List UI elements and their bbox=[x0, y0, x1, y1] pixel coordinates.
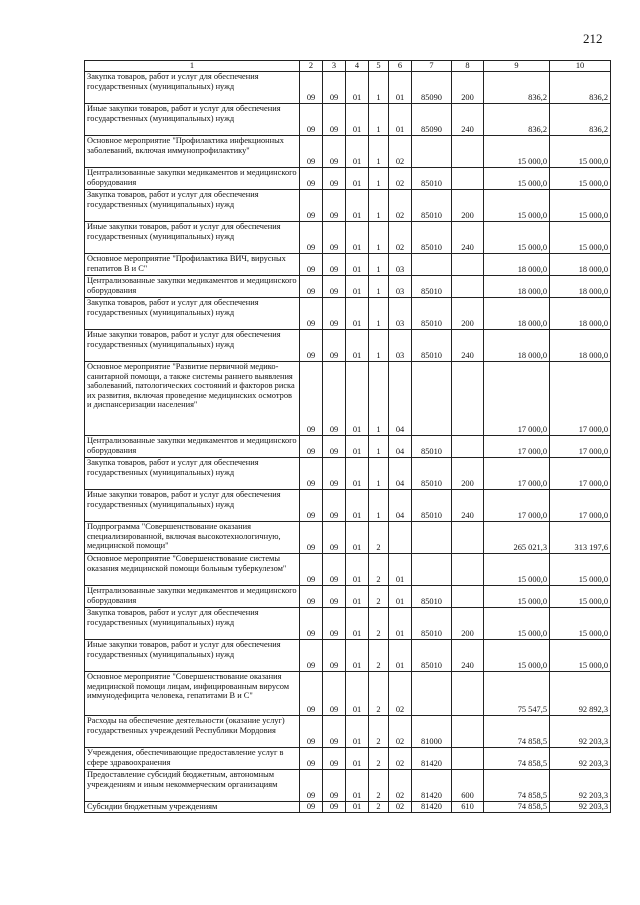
column-header: 8 bbox=[452, 61, 484, 72]
row-cell: 1 bbox=[369, 458, 389, 490]
table-row bbox=[85, 136, 611, 168]
row-cell: 2 bbox=[369, 640, 389, 672]
column-header: 2 bbox=[300, 61, 323, 72]
row-cell: 2 bbox=[369, 522, 389, 554]
row-cell: 15 000,0 bbox=[550, 640, 611, 672]
table-body bbox=[85, 72, 611, 813]
row-cell: 15 000,0 bbox=[484, 168, 550, 190]
row-cell: 02 bbox=[389, 672, 412, 716]
row-cell: 09 bbox=[300, 72, 323, 104]
row-cell bbox=[452, 586, 484, 608]
row-cell bbox=[452, 748, 484, 770]
row-cell: 92 203,3 bbox=[550, 748, 611, 770]
row-cell: 240 bbox=[452, 330, 484, 362]
row-cell: 09 bbox=[300, 168, 323, 190]
row-cell: 09 bbox=[300, 770, 323, 802]
row-cell: 09 bbox=[323, 748, 346, 770]
row-cell bbox=[412, 362, 452, 436]
row-cell: 09 bbox=[300, 586, 323, 608]
row-cell bbox=[412, 522, 452, 554]
row-cell: 85010 bbox=[412, 330, 452, 362]
row-description: Субсидии бюджетным учреждениям bbox=[85, 802, 300, 813]
row-cell: 09 bbox=[300, 190, 323, 222]
row-cell: 85090 bbox=[412, 104, 452, 136]
row-description: Основное мероприятие "Совершенствование оказания медицинской помощи лицам, инфицированным вирусом иммунодефицита человека, гепатитами В и С" bbox=[85, 672, 300, 716]
row-cell: 74 858,5 bbox=[484, 716, 550, 748]
row-cell: 836,2 bbox=[550, 104, 611, 136]
row-cell: 02 bbox=[389, 168, 412, 190]
row-cell: 85010 bbox=[412, 168, 452, 190]
row-cell: 09 bbox=[323, 254, 346, 276]
row-cell: 09 bbox=[323, 72, 346, 104]
row-cell: 01 bbox=[346, 104, 369, 136]
row-cell: 15 000,0 bbox=[550, 190, 611, 222]
row-description: Централизованные закупки медикаментов и медицинского оборудования bbox=[85, 436, 300, 458]
row-cell: 240 bbox=[452, 104, 484, 136]
row-cell bbox=[452, 168, 484, 190]
row-cell: 09 bbox=[300, 490, 323, 522]
row-cell: 240 bbox=[452, 222, 484, 254]
row-cell: 1 bbox=[369, 362, 389, 436]
row-cell: 17 000,0 bbox=[550, 458, 611, 490]
row-cell: 15 000,0 bbox=[484, 586, 550, 608]
row-cell: 01 bbox=[346, 770, 369, 802]
row-cell: 09 bbox=[323, 770, 346, 802]
row-cell: 01 bbox=[346, 362, 369, 436]
row-cell bbox=[452, 276, 484, 298]
table-row bbox=[85, 362, 611, 436]
row-cell: 1 bbox=[369, 72, 389, 104]
page-number: 212 bbox=[583, 31, 603, 46]
column-header: 7 bbox=[412, 61, 452, 72]
table-row bbox=[85, 608, 611, 640]
row-cell: 200 bbox=[452, 608, 484, 640]
row-cell: 01 bbox=[346, 298, 369, 330]
row-cell: 09 bbox=[323, 222, 346, 254]
row-cell: 92 892,3 bbox=[550, 672, 611, 716]
row-cell: 836,2 bbox=[550, 72, 611, 104]
row-cell: 85010 bbox=[412, 222, 452, 254]
row-cell: 09 bbox=[300, 436, 323, 458]
table-row bbox=[85, 672, 611, 716]
row-cell: 17 000,0 bbox=[484, 458, 550, 490]
header-row bbox=[85, 61, 611, 72]
row-cell: 85090 bbox=[412, 72, 452, 104]
row-cell: 15 000,0 bbox=[484, 136, 550, 168]
row-cell: 15 000,0 bbox=[484, 608, 550, 640]
row-cell: 18 000,0 bbox=[484, 298, 550, 330]
row-cell: 17 000,0 bbox=[550, 490, 611, 522]
row-cell: 2 bbox=[369, 586, 389, 608]
row-cell: 09 bbox=[323, 716, 346, 748]
row-cell: 01 bbox=[346, 136, 369, 168]
row-cell: 03 bbox=[389, 330, 412, 362]
row-cell: 17 000,0 bbox=[550, 436, 611, 458]
table-row bbox=[85, 716, 611, 748]
row-cell: 09 bbox=[300, 298, 323, 330]
row-cell: 04 bbox=[389, 362, 412, 436]
row-cell: 01 bbox=[389, 554, 412, 586]
row-cell: 18 000,0 bbox=[550, 298, 611, 330]
table-row bbox=[85, 330, 611, 362]
row-description: Иные закупки товаров, работ и услуг для обеспечения государственных (муниципальных) нужд bbox=[85, 104, 300, 136]
column-header: 10 bbox=[550, 61, 611, 72]
row-cell: 18 000,0 bbox=[484, 330, 550, 362]
row-cell: 85010 bbox=[412, 586, 452, 608]
row-cell: 01 bbox=[346, 748, 369, 770]
row-description: Иные закупки товаров, работ и услуг для обеспечения государственных (муниципальных) нужд bbox=[85, 490, 300, 522]
row-description: Иные закупки товаров, работ и услуг для обеспечения государственных (муниципальных) нужд bbox=[85, 640, 300, 672]
row-cell: 92 203,3 bbox=[550, 770, 611, 802]
row-cell: 09 bbox=[323, 802, 346, 813]
row-cell: 1 bbox=[369, 190, 389, 222]
row-cell: 18 000,0 bbox=[550, 330, 611, 362]
row-description: Закупка товаров, работ и услуг для обеспечения государственных (муниципальных) нужд bbox=[85, 608, 300, 640]
row-cell: 04 bbox=[389, 436, 412, 458]
row-cell: 09 bbox=[323, 458, 346, 490]
row-cell: 836,2 bbox=[484, 72, 550, 104]
row-cell: 01 bbox=[346, 554, 369, 586]
column-header: 9 bbox=[484, 61, 550, 72]
row-cell: 74 858,5 bbox=[484, 770, 550, 802]
row-cell: 09 bbox=[323, 330, 346, 362]
row-cell: 01 bbox=[346, 190, 369, 222]
row-cell: 92 203,3 bbox=[550, 716, 611, 748]
row-cell: 09 bbox=[323, 490, 346, 522]
row-cell: 81420 bbox=[412, 770, 452, 802]
row-cell: 75 547,5 bbox=[484, 672, 550, 716]
row-cell: 1 bbox=[369, 168, 389, 190]
row-cell: 15 000,0 bbox=[484, 222, 550, 254]
row-cell: 15 000,0 bbox=[550, 554, 611, 586]
row-description: Основное мероприятие "Профилактика ВИЧ, вирусных гепатитов В и С" bbox=[85, 254, 300, 276]
row-cell: 09 bbox=[323, 298, 346, 330]
row-description: Закупка товаров, работ и услуг для обеспечения государственных (муниципальных) нужд bbox=[85, 190, 300, 222]
row-cell: 09 bbox=[300, 716, 323, 748]
budget-table bbox=[84, 60, 611, 813]
row-cell: 09 bbox=[323, 276, 346, 298]
row-cell: 09 bbox=[323, 672, 346, 716]
row-cell: 313 197,6 bbox=[550, 522, 611, 554]
row-cell bbox=[389, 522, 412, 554]
row-description: Централизованные закупки медикаментов и медицинского оборудования bbox=[85, 276, 300, 298]
row-cell bbox=[452, 436, 484, 458]
row-cell: 03 bbox=[389, 298, 412, 330]
column-header: 6 bbox=[389, 61, 412, 72]
row-description: Иные закупки товаров, работ и услуг для обеспечения государственных (муниципальных) нужд bbox=[85, 222, 300, 254]
row-cell: 09 bbox=[300, 330, 323, 362]
row-description: Централизованные закупки медикаментов и медицинского оборудования bbox=[85, 586, 300, 608]
row-cell: 200 bbox=[452, 298, 484, 330]
row-cell: 01 bbox=[346, 436, 369, 458]
row-cell bbox=[412, 554, 452, 586]
row-cell: 85010 bbox=[412, 608, 452, 640]
row-cell bbox=[452, 716, 484, 748]
row-cell: 15 000,0 bbox=[484, 640, 550, 672]
row-cell: 09 bbox=[323, 436, 346, 458]
row-cell: 01 bbox=[346, 458, 369, 490]
row-cell: 01 bbox=[346, 586, 369, 608]
row-cell: 2 bbox=[369, 770, 389, 802]
table-row bbox=[85, 190, 611, 222]
row-cell: 18 000,0 bbox=[484, 276, 550, 298]
row-cell: 85010 bbox=[412, 298, 452, 330]
row-description: Учреждения, обеспечивающие предоставление услуг в сфере здравоохранения bbox=[85, 748, 300, 770]
row-cell: 09 bbox=[300, 554, 323, 586]
column-header: 4 bbox=[346, 61, 369, 72]
row-cell: 02 bbox=[389, 716, 412, 748]
table-row bbox=[85, 458, 611, 490]
row-cell: 81420 bbox=[412, 802, 452, 813]
row-cell: 1 bbox=[369, 490, 389, 522]
row-cell: 610 bbox=[452, 802, 484, 813]
row-cell: 09 bbox=[300, 608, 323, 640]
row-cell: 240 bbox=[452, 640, 484, 672]
row-cell: 01 bbox=[389, 640, 412, 672]
column-header: 1 bbox=[85, 61, 300, 72]
row-cell: 18 000,0 bbox=[550, 276, 611, 298]
row-cell: 03 bbox=[389, 276, 412, 298]
row-cell: 01 bbox=[389, 608, 412, 640]
row-cell: 09 bbox=[323, 190, 346, 222]
row-cell: 92 203,3 bbox=[550, 802, 611, 813]
row-cell: 85010 bbox=[412, 490, 452, 522]
row-cell: 01 bbox=[346, 802, 369, 813]
row-cell: 2 bbox=[369, 672, 389, 716]
table-row bbox=[85, 254, 611, 276]
row-cell: 200 bbox=[452, 458, 484, 490]
row-cell: 03 bbox=[389, 254, 412, 276]
row-cell bbox=[412, 672, 452, 716]
row-cell: 01 bbox=[346, 522, 369, 554]
row-cell: 09 bbox=[300, 522, 323, 554]
row-cell bbox=[452, 522, 484, 554]
row-cell: 85010 bbox=[412, 640, 452, 672]
row-cell: 15 000,0 bbox=[550, 586, 611, 608]
row-description: Подпрограмма "Совершенствование оказания специализированной, включая высокотехнологичную, медицинской помощи" bbox=[85, 522, 300, 554]
row-cell: 18 000,0 bbox=[550, 254, 611, 276]
row-description: Основное мероприятие "Развитие первичной медико-санитарной помощи, а также системы раннего выявления заболеваний, патологических состояний и факторов риска их развития, включая проведение медицинских осмотров и диспансеризации населения" bbox=[85, 362, 300, 436]
row-cell: 2 bbox=[369, 716, 389, 748]
row-cell: 85010 bbox=[412, 458, 452, 490]
row-cell: 265 021,3 bbox=[484, 522, 550, 554]
row-cell: 15 000,0 bbox=[484, 190, 550, 222]
row-cell: 09 bbox=[300, 802, 323, 813]
row-cell: 836,2 bbox=[484, 104, 550, 136]
row-cell: 09 bbox=[323, 168, 346, 190]
row-cell: 2 bbox=[369, 554, 389, 586]
table-row bbox=[85, 554, 611, 586]
column-header: 3 bbox=[323, 61, 346, 72]
row-cell: 01 bbox=[389, 104, 412, 136]
row-cell: 200 bbox=[452, 190, 484, 222]
row-cell: 01 bbox=[346, 330, 369, 362]
row-cell bbox=[452, 672, 484, 716]
row-cell: 17 000,0 bbox=[484, 362, 550, 436]
table-row bbox=[85, 586, 611, 608]
row-cell bbox=[452, 254, 484, 276]
table-row bbox=[85, 748, 611, 770]
table-row bbox=[85, 298, 611, 330]
row-cell: 09 bbox=[323, 586, 346, 608]
row-cell: 15 000,0 bbox=[550, 608, 611, 640]
row-cell: 09 bbox=[300, 458, 323, 490]
row-description: Предоставление субсидий бюджетным, автономным учреждениям и иным некоммерческим организациям bbox=[85, 770, 300, 802]
table-row bbox=[85, 72, 611, 104]
row-cell: 09 bbox=[300, 222, 323, 254]
row-cell: 01 bbox=[346, 222, 369, 254]
row-cell: 02 bbox=[389, 190, 412, 222]
row-cell: 01 bbox=[346, 608, 369, 640]
row-cell: 09 bbox=[300, 362, 323, 436]
row-cell: 09 bbox=[323, 522, 346, 554]
row-cell: 81420 bbox=[412, 748, 452, 770]
row-cell: 15 000,0 bbox=[550, 222, 611, 254]
row-cell: 85010 bbox=[412, 436, 452, 458]
row-cell: 15 000,0 bbox=[484, 554, 550, 586]
table-row bbox=[85, 522, 611, 554]
row-cell: 04 bbox=[389, 458, 412, 490]
row-cell: 09 bbox=[300, 748, 323, 770]
row-cell: 09 bbox=[300, 104, 323, 136]
row-cell: 04 bbox=[389, 490, 412, 522]
row-cell bbox=[412, 136, 452, 168]
row-cell: 2 bbox=[369, 748, 389, 770]
row-cell: 09 bbox=[300, 136, 323, 168]
row-description: Расходы на обеспечение деятельности (оказание услуг) государственных учреждений Республики Мордовия bbox=[85, 716, 300, 748]
row-cell: 600 bbox=[452, 770, 484, 802]
row-cell: 09 bbox=[323, 362, 346, 436]
row-cell: 02 bbox=[389, 136, 412, 168]
row-cell: 85010 bbox=[412, 276, 452, 298]
row-description: Закупка товаров, работ и услуг для обеспечения государственных (муниципальных) нужд bbox=[85, 458, 300, 490]
row-cell: 01 bbox=[346, 254, 369, 276]
row-cell: 01 bbox=[346, 640, 369, 672]
row-cell: 1 bbox=[369, 298, 389, 330]
row-cell bbox=[452, 554, 484, 586]
row-cell bbox=[452, 136, 484, 168]
table-row bbox=[85, 222, 611, 254]
row-cell: 01 bbox=[346, 168, 369, 190]
table-row bbox=[85, 770, 611, 802]
column-header: 5 bbox=[369, 61, 389, 72]
table-row bbox=[85, 490, 611, 522]
row-cell: 01 bbox=[346, 72, 369, 104]
row-description: Основное мероприятие "Профилактика инфекционных заболеваний, включая иммунопрофилактику" bbox=[85, 136, 300, 168]
row-description: Основное мероприятие "Совершенствование системы оказания медицинской помощи больным туберкулезом" bbox=[85, 554, 300, 586]
row-cell: 1 bbox=[369, 222, 389, 254]
row-cell: 01 bbox=[346, 672, 369, 716]
table-row bbox=[85, 168, 611, 190]
row-cell: 1 bbox=[369, 330, 389, 362]
row-description: Иные закупки товаров, работ и услуг для обеспечения государственных (муниципальных) нужд bbox=[85, 330, 300, 362]
row-cell: 01 bbox=[346, 490, 369, 522]
row-cell: 02 bbox=[389, 748, 412, 770]
row-cell: 200 bbox=[452, 72, 484, 104]
row-cell: 81000 bbox=[412, 716, 452, 748]
row-cell: 02 bbox=[389, 802, 412, 813]
table-row bbox=[85, 276, 611, 298]
table-row bbox=[85, 640, 611, 672]
row-cell: 01 bbox=[346, 716, 369, 748]
row-cell: 01 bbox=[389, 72, 412, 104]
row-cell: 09 bbox=[323, 608, 346, 640]
row-cell: 74 858,5 bbox=[484, 748, 550, 770]
row-cell: 01 bbox=[389, 586, 412, 608]
row-cell: 1 bbox=[369, 254, 389, 276]
row-cell: 09 bbox=[300, 672, 323, 716]
row-cell: 17 000,0 bbox=[484, 436, 550, 458]
row-description: Закупка товаров, работ и услуг для обеспечения государственных (муниципальных) нужд bbox=[85, 72, 300, 104]
row-cell: 74 858,5 bbox=[484, 802, 550, 813]
row-cell: 09 bbox=[323, 136, 346, 168]
row-cell: 17 000,0 bbox=[484, 490, 550, 522]
row-cell: 15 000,0 bbox=[550, 168, 611, 190]
row-cell: 2 bbox=[369, 608, 389, 640]
row-cell: 15 000,0 bbox=[550, 136, 611, 168]
table-row bbox=[85, 802, 611, 813]
row-cell bbox=[452, 362, 484, 436]
row-cell: 1 bbox=[369, 436, 389, 458]
row-cell: 09 bbox=[323, 640, 346, 672]
row-cell: 02 bbox=[389, 222, 412, 254]
row-cell: 01 bbox=[346, 276, 369, 298]
row-cell bbox=[412, 254, 452, 276]
row-cell: 09 bbox=[300, 640, 323, 672]
row-cell: 02 bbox=[389, 770, 412, 802]
row-cell: 09 bbox=[323, 104, 346, 136]
row-description: Централизованные закупки медикаментов и медицинского оборудования bbox=[85, 168, 300, 190]
row-cell: 1 bbox=[369, 136, 389, 168]
table-row bbox=[85, 436, 611, 458]
row-description: Закупка товаров, работ и услуг для обеспечения государственных (муниципальных) нужд bbox=[85, 298, 300, 330]
row-cell: 85010 bbox=[412, 190, 452, 222]
row-cell: 18 000,0 bbox=[484, 254, 550, 276]
row-cell: 17 000,0 bbox=[550, 362, 611, 436]
row-cell: 2 bbox=[369, 802, 389, 813]
row-cell: 09 bbox=[300, 276, 323, 298]
table-row bbox=[85, 104, 611, 136]
row-cell: 09 bbox=[323, 554, 346, 586]
row-cell: 09 bbox=[300, 254, 323, 276]
row-cell: 1 bbox=[369, 104, 389, 136]
row-cell: 240 bbox=[452, 490, 484, 522]
row-cell: 1 bbox=[369, 276, 389, 298]
